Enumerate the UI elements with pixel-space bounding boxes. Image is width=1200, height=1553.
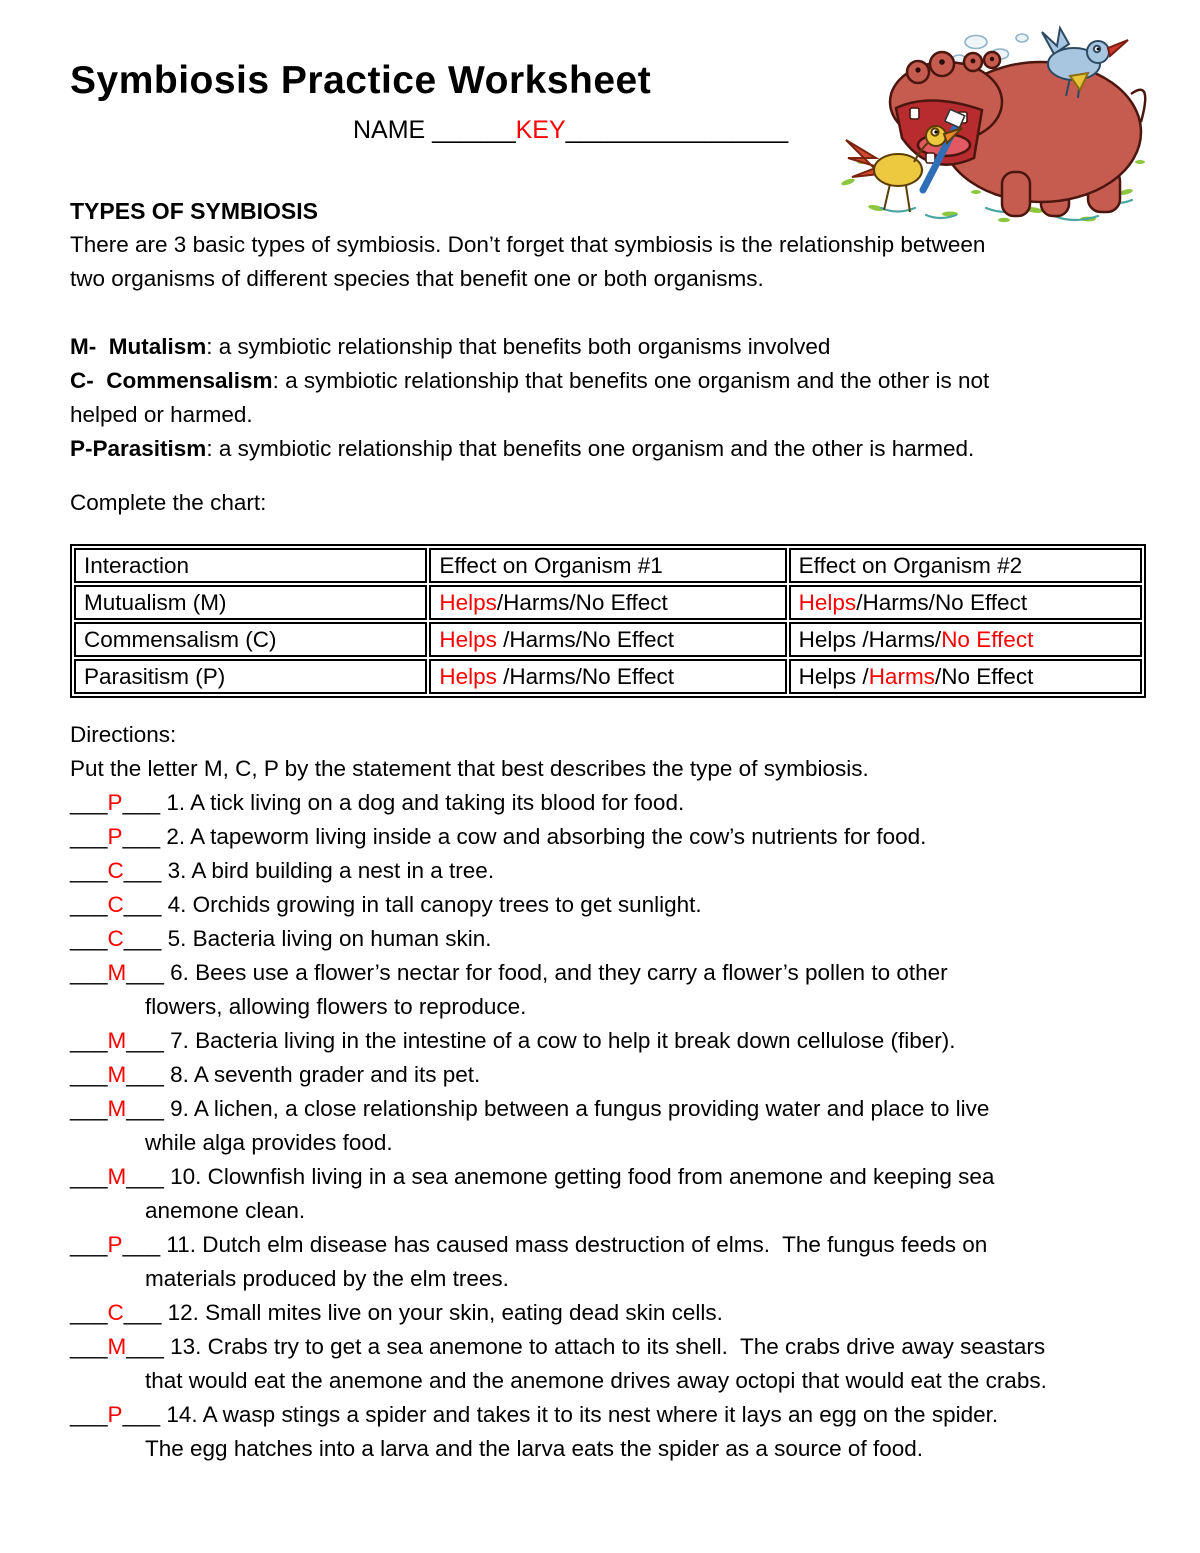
table-header-row [74,548,1142,583]
answer-letter: C [107,926,124,951]
selected-effect-answer: Helps [439,664,504,689]
answer-blank: ___ [70,1232,108,1257]
answer-blank: ___ [122,1232,161,1257]
definition-term: M- Mutalism [70,334,207,359]
question-text: Dutch elm disease has caused mass destruction of elms. The fungus feeds on materials produced by the elm trees. [145,1232,988,1291]
effect-options-text: Helps /Harms/ [798,627,942,652]
answer-blank: ___ [70,1028,108,1053]
directions-text: Put the letter M, C, P by the statement that best describes the type of symbiosis. [70,756,869,781]
answer-letter: M [107,1062,127,1087]
question-number: 12. [161,1300,206,1325]
directions-heading: Directions: [70,722,177,747]
effect-options-text: /Harms/No Effect [856,590,1028,615]
answer-letter: P [107,790,123,815]
name-blank: ______ [425,116,516,144]
definition-text: : a symbiotic relationship that benefits one organism and the other is not [272,368,990,393]
question-item [70,1296,1145,1330]
effect-options-text: /No Effect [934,664,1034,689]
answer-letter: M [107,1096,127,1121]
question-text: A wasp stings a spider and takes it to its nest where it lays an egg on the spider. The egg hatches into a larva and the larva eats the spider as a source of food. [145,1402,999,1461]
question-item [70,888,1145,922]
answer-blank: ___ [126,1334,164,1359]
question-item [70,786,1145,820]
name-key-answer: KEY [515,116,566,144]
answer-blank: ___ [126,1096,164,1121]
chart-prompt: Complete the chart: [70,490,267,515]
effect-options-text: Helps / [798,664,869,689]
answer-letter: C [107,858,124,883]
answer-blank: ___ [122,824,161,849]
answer-letter: M [107,1334,127,1359]
answer-letter: C [107,1300,124,1325]
question-number: 1. [160,790,191,815]
answer-blank: ___ [123,926,162,951]
intro-paragraph [70,228,1145,296]
question-number: 7. [163,1028,196,1053]
effect-options-text: /Harms/No Effect [503,627,674,652]
name-blank: ________________ [565,116,789,144]
answer-blank: ___ [122,790,161,815]
interaction-cell: Commensalism (C) [74,622,427,657]
question-number: 4. [161,892,193,917]
answer-letter: M [107,1028,127,1053]
question-item [70,820,1145,854]
table-row [74,659,1142,694]
answer-blank: ___ [126,1164,164,1189]
answer-blank: ___ [70,1062,108,1087]
question-text: Bees use a flower’s nectar for food, and they carry a flower’s pollen to other flowers, allowing flowers to reproduce. [145,960,948,1019]
interaction-cell: Mutualism (M) [74,585,427,620]
answer-blank: ___ [123,892,162,917]
intro-line: There are 3 basic types of symbiosis. Don’t forget that symbiosis is the relationship between [70,232,986,257]
types-of-symbiosis-heading: TYPES OF SYMBIOSIS [70,198,318,224]
interaction-cell: Parasitism (P) [74,659,427,694]
answer-blank: ___ [70,926,108,951]
question-number: 14. [160,1402,203,1427]
definition-text: : a symbiotic relationship that benefits both organisms involved [206,334,831,359]
question-item [70,1398,1145,1466]
effect-cell [789,659,1142,694]
effect-options-text: /Harms/No Effect [496,590,668,615]
selected-effect-answer: No Effect [941,627,1034,652]
answer-blank: ___ [70,1300,108,1325]
question-item [70,956,1145,1024]
definition-line [70,432,1145,466]
question-item [70,854,1145,888]
answer-letter: P [107,1402,123,1427]
question-item [70,1228,1145,1296]
question-text: Clownfish living in a sea anemone getting food from anemone and keeping sea anemone clean. [145,1164,995,1223]
question-text: A seventh grader and its pet. [193,1062,481,1087]
name-label: NAME [353,116,426,144]
table-row [74,585,1142,620]
question-item [70,922,1145,956]
answer-blank: ___ [122,1402,161,1427]
question-text: Bacteria living on human skin. [192,926,492,951]
selected-effect-answer: Helps [798,590,857,615]
page-title: Symbiosis Practice Worksheet [70,59,652,102]
question-number: 2. [160,824,191,849]
answer-blank: ___ [70,824,108,849]
question-item [70,1024,1145,1058]
definition-text: helped or harmed. [70,402,253,427]
answer-blank: ___ [126,1028,164,1053]
question-text: A tapeworm living inside a cow and absorbing the cow’s nutrients for food. [190,824,927,849]
answer-blank: ___ [126,960,164,985]
definition-line [70,364,1145,432]
table-row [74,622,1142,657]
question-item [70,1160,1145,1228]
answer-letter: M [107,1164,127,1189]
answer-letter: M [107,960,127,985]
question-number: 8. [163,1062,194,1087]
question-text: Bacteria living in the intestine of a cow to help it break down cellulose (fiber). [195,1028,956,1053]
answer-blank: ___ [70,892,108,917]
answer-blank: ___ [70,960,108,985]
selected-effect-answer: Helps [439,590,497,615]
answer-blank: ___ [70,1334,108,1359]
question-item [70,1330,1145,1398]
effect-cell [789,585,1142,620]
intro-line: two organisms of different species that benefit one or both organisms. [70,266,764,291]
question-text: Small mites live on your skin, eating dead skin cells. [205,1300,723,1325]
answer-letter: P [107,824,123,849]
answer-blank: ___ [70,858,108,883]
definition-term: P-Parasitism [70,436,207,461]
question-item [70,1092,1145,1160]
effect-cell [429,659,786,694]
question-text: Orchids growing in tall canopy trees to get sunlight. [192,892,702,917]
question-text: Crabs try to get a sea anemone to attach to its shell. The crabs drive away seastars that would eat the anemone and the anemone drives away octopi that would eat the crabs. [145,1334,1047,1393]
effect-cell [429,585,786,620]
answer-blank: ___ [70,1402,108,1427]
question-text: A bird building a nest in a tree. [191,858,495,883]
definition-text: : a symbiotic relationship that benefits one organism and the other is harmed. [206,436,975,461]
answer-letter: P [107,1232,123,1257]
table-header-cell: Effect on Organism #2 [789,548,1142,583]
symbiosis-table [70,544,1146,698]
effect-cell [429,622,786,657]
question-number: 13. [163,1334,208,1359]
effect-cell [789,622,1142,657]
table-header-cell: Interaction [74,548,427,583]
selected-effect-answer: Helps [439,627,504,652]
definition-term: C- Commensalism [70,368,273,393]
question-number: 3. [161,858,192,883]
definition-line [70,330,1145,364]
table-header-cell: Effect on Organism #1 [429,548,786,583]
answer-blank: ___ [70,1164,108,1189]
answer-blank: ___ [126,1062,164,1087]
answer-blank: ___ [70,790,108,815]
answer-blank: ___ [123,858,162,883]
question-item [70,1058,1145,1092]
questions-list [70,786,1145,1466]
question-text: A tick living on a dog and taking its blood for food. [190,790,685,815]
answer-blank: ___ [123,1300,162,1325]
selected-effect-answer: Harms [868,664,935,689]
question-text: A lichen, a close relationship between a fungus providing water and place to live while alga provides food. [145,1096,990,1155]
symbiosis-definitions [70,330,1145,466]
question-number: 11. [160,1232,203,1257]
name-line [353,116,1145,144]
effect-options-text: /Harms/No Effect [503,664,674,689]
question-number: 5. [161,926,193,951]
answer-blank: ___ [70,1096,108,1121]
question-number: 10. [163,1164,208,1189]
question-number: 6. [163,960,196,985]
question-number: 9. [163,1096,194,1121]
answer-letter: C [107,892,124,917]
